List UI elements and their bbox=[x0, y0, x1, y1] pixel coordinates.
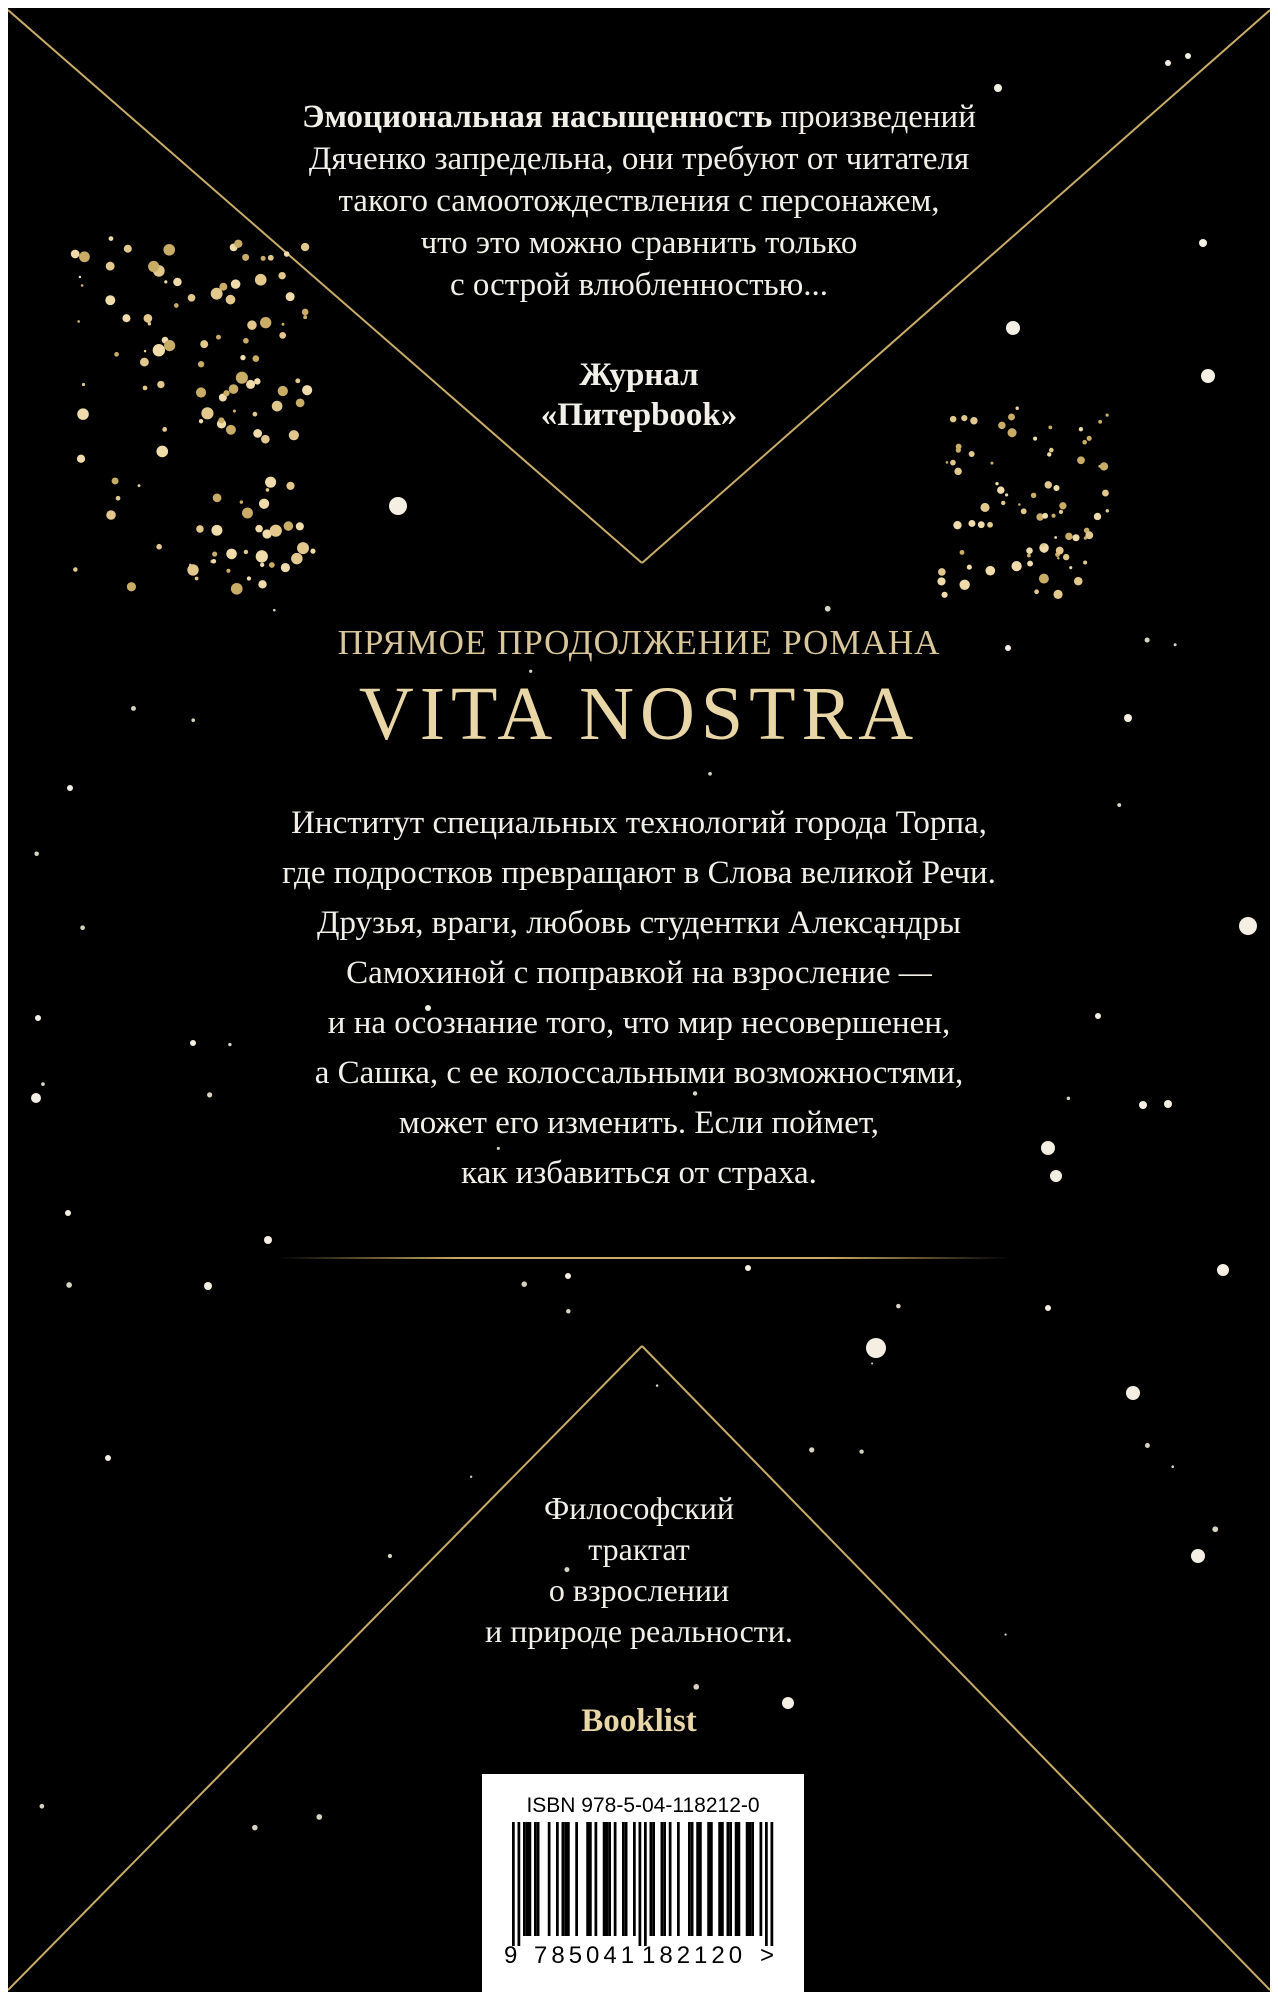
star-dot bbox=[1031, 493, 1036, 498]
star-dot bbox=[1053, 485, 1059, 491]
star-dot bbox=[656, 1384, 659, 1387]
star-dot bbox=[1041, 543, 1045, 547]
star-dot bbox=[138, 484, 141, 487]
barcode-bar bbox=[738, 1822, 741, 1936]
star-dot bbox=[987, 522, 993, 528]
bottom-quote-source: Booklist bbox=[581, 1703, 697, 1739]
star-dot bbox=[187, 564, 198, 575]
star-dot bbox=[566, 1309, 571, 1314]
star-dot bbox=[896, 1304, 901, 1309]
barcode-bar bbox=[603, 1822, 606, 1936]
barcode-bar bbox=[707, 1822, 710, 1936]
star-dot bbox=[1165, 60, 1171, 66]
barcode-digits bbox=[482, 1942, 804, 1972]
star-dot bbox=[264, 1236, 272, 1244]
barcode-bar bbox=[534, 1822, 537, 1936]
barcode-bar bbox=[562, 1822, 565, 1936]
star-dot bbox=[316, 1814, 322, 1820]
star-dot bbox=[941, 592, 947, 598]
star-dot bbox=[967, 565, 972, 570]
quote-bold-lead: Эмоциональная насыщенность bbox=[302, 99, 773, 135]
star-dot bbox=[296, 522, 304, 530]
star-dot bbox=[1087, 436, 1092, 441]
barcode-bar bbox=[718, 1822, 721, 1936]
barcode-bar bbox=[771, 1822, 774, 1946]
barcode-bar bbox=[523, 1822, 526, 1936]
star-dot bbox=[745, 1265, 751, 1271]
star-dot bbox=[112, 477, 119, 484]
series-tagline: ПРЯМОЕ ПРОДОЛЖЕНИЕ РОМАНА bbox=[337, 623, 941, 662]
star-dot bbox=[213, 493, 222, 502]
star-dot bbox=[156, 446, 168, 458]
quote-line: и природе реальности. bbox=[485, 1613, 793, 1649]
star-dot bbox=[1001, 501, 1005, 505]
star-dot bbox=[1094, 513, 1101, 520]
star-dot bbox=[1065, 533, 1072, 540]
star-dot bbox=[1018, 503, 1021, 506]
star-dot bbox=[281, 563, 290, 572]
star-dot bbox=[247, 320, 256, 329]
star-dot bbox=[127, 582, 136, 591]
barcode-bar bbox=[677, 1822, 680, 1936]
barcode-bar bbox=[518, 1822, 521, 1946]
blurb-line: Институт специальных технологий города Торпа, bbox=[291, 805, 987, 841]
barcode-bar bbox=[710, 1822, 713, 1936]
star-dot bbox=[279, 332, 286, 339]
star-dot bbox=[261, 435, 270, 444]
star-dot bbox=[1034, 589, 1039, 594]
star-dot bbox=[40, 1804, 45, 1809]
star-dot bbox=[247, 576, 251, 580]
star-dot bbox=[693, 1684, 699, 1690]
star-dot bbox=[297, 542, 309, 554]
star-dot bbox=[156, 544, 162, 550]
blurb-line: Самохиной с поправкой на взросление — bbox=[346, 955, 932, 991]
star-dot bbox=[959, 580, 969, 590]
star-dot bbox=[986, 566, 996, 576]
barcode-bar bbox=[526, 1822, 529, 1936]
barcode-bar bbox=[760, 1822, 763, 1936]
star-dot bbox=[1045, 1305, 1051, 1311]
barcode-right-digits: 182120 bbox=[642, 1942, 747, 1969]
barcode-bar bbox=[661, 1822, 664, 1936]
star-dot bbox=[1043, 550, 1046, 553]
top-quote-source bbox=[8, 355, 1270, 435]
book-back-cover bbox=[8, 8, 1270, 1992]
star-dot bbox=[1051, 514, 1055, 518]
barcode-bar bbox=[556, 1822, 559, 1936]
star-dot bbox=[1054, 536, 1057, 539]
source-line: Журнал bbox=[579, 357, 699, 393]
star-dot bbox=[969, 451, 975, 457]
star-dot bbox=[266, 488, 270, 492]
barcode-bar bbox=[606, 1822, 609, 1936]
barcode-bar bbox=[663, 1822, 666, 1936]
star-dot bbox=[195, 577, 199, 581]
star-dot bbox=[956, 447, 961, 452]
star-dot bbox=[66, 1282, 72, 1288]
barcode-bar bbox=[586, 1822, 589, 1936]
star-dot bbox=[212, 559, 217, 564]
isbn-label: ISBN 978-5-04-118212-0 bbox=[526, 1794, 760, 1817]
star-dot bbox=[859, 1449, 863, 1453]
quote-line: такого самоотождествления с персонажем, bbox=[338, 183, 940, 219]
star-dot bbox=[226, 549, 237, 560]
star-dot bbox=[866, 1338, 886, 1358]
star-dot bbox=[310, 549, 315, 554]
barcode-bar bbox=[746, 1822, 749, 1936]
star-dot bbox=[242, 508, 253, 519]
quote-line: Философский bbox=[543, 1490, 735, 1526]
star-dot bbox=[106, 510, 116, 520]
star-dot bbox=[809, 1447, 814, 1452]
star-dot bbox=[1106, 509, 1109, 512]
star-dot bbox=[994, 84, 1002, 92]
barcode-bar bbox=[749, 1822, 752, 1936]
star-dot bbox=[1072, 534, 1079, 541]
star-dot bbox=[204, 1282, 212, 1290]
barcode-bar bbox=[639, 1822, 642, 1946]
star-dot bbox=[211, 525, 222, 536]
star-dot bbox=[1056, 547, 1064, 555]
barcode-bar bbox=[751, 1822, 754, 1936]
star-dot bbox=[1011, 561, 1021, 571]
star-dot bbox=[260, 563, 264, 567]
star-dot bbox=[265, 477, 276, 488]
barcode-bar bbox=[669, 1822, 672, 1936]
star-dot bbox=[196, 525, 204, 533]
blurb-line: может его изменить. Если поймет, bbox=[398, 1105, 880, 1141]
star-dot bbox=[189, 564, 192, 567]
star-dot bbox=[995, 482, 998, 485]
star-dot bbox=[950, 460, 956, 466]
quote-line: о взрослении bbox=[548, 1572, 730, 1608]
barcode-bar bbox=[735, 1822, 738, 1936]
barcode-bars bbox=[482, 1822, 804, 1946]
star-dot bbox=[260, 317, 271, 328]
star-dot bbox=[1171, 1465, 1174, 1468]
barcode-left-digits: 785041 bbox=[534, 1942, 639, 1969]
star-dot bbox=[1021, 508, 1027, 514]
barcode-bar bbox=[633, 1822, 636, 1936]
star-dot bbox=[1145, 1443, 1150, 1448]
barcode-bar bbox=[699, 1822, 702, 1936]
star-dot bbox=[1059, 510, 1063, 514]
star-dot bbox=[255, 525, 263, 533]
star-dot bbox=[1063, 554, 1069, 560]
barcode-end-mark: > bbox=[760, 1942, 775, 1969]
barcode-bar bbox=[691, 1822, 694, 1936]
star-dot bbox=[978, 521, 985, 528]
star-dot bbox=[1126, 1386, 1140, 1400]
star-dot bbox=[1027, 554, 1031, 558]
barcode-bar bbox=[765, 1822, 768, 1946]
star-dot bbox=[73, 567, 78, 572]
star-dot bbox=[1069, 566, 1072, 569]
quote-first-line bbox=[8, 96, 1270, 138]
star-dot bbox=[259, 499, 269, 509]
star-dot bbox=[1102, 490, 1109, 497]
source-line: «Питерbook» bbox=[540, 397, 738, 433]
star-dot bbox=[1045, 481, 1052, 488]
barcode-bar bbox=[729, 1822, 732, 1936]
star-dot bbox=[105, 1455, 111, 1461]
star-dot bbox=[1047, 452, 1051, 456]
blurb-line: как избавиться от страха. bbox=[461, 1155, 817, 1191]
star-dot bbox=[122, 314, 130, 322]
star-dot bbox=[825, 606, 831, 612]
star-dot bbox=[708, 772, 712, 776]
star-dot bbox=[968, 520, 975, 527]
barcode-bar bbox=[652, 1822, 655, 1936]
star-dot bbox=[960, 550, 965, 555]
star-dot bbox=[244, 550, 248, 554]
barcode-bar bbox=[622, 1822, 625, 1936]
star-dot bbox=[1005, 493, 1008, 496]
barcode-bar bbox=[564, 1822, 567, 1936]
star-dot bbox=[1049, 448, 1054, 453]
star-dot bbox=[256, 550, 268, 562]
star-dot bbox=[270, 525, 282, 537]
star-dot bbox=[144, 350, 146, 352]
star-dot bbox=[1217, 1264, 1229, 1276]
quote-line: с острой влюбленностью... bbox=[449, 267, 829, 303]
star-dot bbox=[116, 496, 121, 501]
star-dot bbox=[521, 1281, 527, 1287]
barcode-bar bbox=[575, 1822, 578, 1936]
barcode-bar bbox=[589, 1822, 592, 1936]
book-blurb bbox=[8, 798, 1270, 1198]
barcode-bar bbox=[567, 1822, 570, 1936]
star-dot bbox=[1185, 53, 1191, 59]
star-dot bbox=[269, 562, 275, 568]
blurb-line: а Сашка, с ее колоссальными возможностями, bbox=[314, 1055, 964, 1091]
star-dot bbox=[1053, 590, 1062, 599]
star-dot bbox=[77, 455, 85, 463]
star-dot bbox=[1077, 456, 1085, 464]
star-dot bbox=[67, 785, 73, 791]
star-dot bbox=[997, 486, 1004, 493]
top-review-quote bbox=[8, 96, 1270, 306]
star-dot bbox=[938, 568, 946, 576]
barcode-bar bbox=[696, 1822, 699, 1936]
star-dot bbox=[226, 569, 230, 573]
star-dot bbox=[212, 551, 217, 556]
barcode-bar bbox=[608, 1822, 611, 1936]
barcode-lead-digit: 9 bbox=[504, 1942, 518, 1969]
star-dot bbox=[1083, 561, 1087, 565]
barcode-bar bbox=[644, 1822, 647, 1946]
star-dot bbox=[1057, 557, 1059, 559]
isbn-barcode bbox=[482, 1774, 804, 1992]
star-dot bbox=[77, 320, 80, 323]
star-dot bbox=[144, 314, 153, 323]
star-dot bbox=[1039, 574, 1049, 584]
blurb-line: Друзья, враги, любовь студентки Александры bbox=[316, 905, 962, 941]
star-dot bbox=[291, 553, 302, 564]
star-dot bbox=[1026, 547, 1033, 554]
star-dot bbox=[980, 503, 989, 512]
star-dot bbox=[1042, 513, 1048, 519]
bottom-review-quote bbox=[8, 1488, 1270, 1652]
barcode-bar bbox=[595, 1822, 598, 1936]
star-dot bbox=[258, 580, 266, 588]
star-dot bbox=[65, 1210, 71, 1216]
star-dot bbox=[252, 1825, 258, 1831]
star-dot bbox=[1027, 561, 1033, 567]
star-dot bbox=[243, 338, 249, 344]
star-dot bbox=[302, 309, 309, 316]
quote-line: что это можно сравнить только bbox=[420, 225, 858, 261]
star-dot bbox=[990, 462, 993, 465]
star-dot bbox=[1085, 531, 1093, 539]
star-dot bbox=[282, 323, 285, 326]
barcode-bar bbox=[548, 1822, 551, 1936]
star-dot bbox=[284, 521, 294, 531]
star-dot bbox=[1100, 462, 1108, 470]
star-dot bbox=[1006, 321, 1020, 335]
star-dot bbox=[946, 461, 949, 464]
blurb-line: где подростков превращают в Слова великой Речи. bbox=[282, 855, 996, 891]
star-dot bbox=[871, 1362, 873, 1364]
barcode-bar bbox=[650, 1822, 653, 1936]
star-dot bbox=[1074, 577, 1083, 586]
barcode-bar bbox=[625, 1822, 628, 1936]
gold-divider bbox=[278, 1257, 1010, 1259]
barcode-bar bbox=[688, 1822, 691, 1936]
star-dot bbox=[273, 609, 276, 612]
star-dot bbox=[953, 521, 961, 529]
star-dot bbox=[200, 340, 208, 348]
quote-lead-rest: произведений bbox=[772, 99, 976, 135]
star-dot bbox=[937, 577, 945, 585]
barcode-bar bbox=[529, 1822, 532, 1936]
barcode-bar bbox=[721, 1822, 724, 1936]
quote-line: трактат bbox=[588, 1531, 690, 1567]
star-dot bbox=[389, 497, 407, 515]
book-title: VITA NOSTRA bbox=[358, 672, 920, 756]
star-dot bbox=[954, 468, 961, 475]
star-dot bbox=[240, 500, 243, 503]
star-dot bbox=[164, 340, 175, 351]
barcode-bar bbox=[614, 1822, 617, 1936]
star-dot bbox=[1033, 437, 1037, 441]
star-dot bbox=[565, 1273, 571, 1279]
blurb-line: и на осознание того, что мир несовершенен, bbox=[327, 1005, 951, 1041]
barcode-bar bbox=[727, 1822, 730, 1936]
quote-line: Дяченко запредельна, они требуют от читателя bbox=[308, 141, 970, 177]
barcode-bar bbox=[537, 1822, 540, 1936]
star-dot bbox=[216, 335, 221, 340]
star-dot bbox=[303, 315, 307, 319]
star-dot bbox=[286, 482, 294, 490]
star-dot bbox=[470, 1476, 472, 1478]
star-dot bbox=[1082, 440, 1087, 445]
barcode-bar bbox=[512, 1822, 515, 1946]
star-dot bbox=[1059, 502, 1066, 509]
star-dot bbox=[231, 583, 243, 595]
